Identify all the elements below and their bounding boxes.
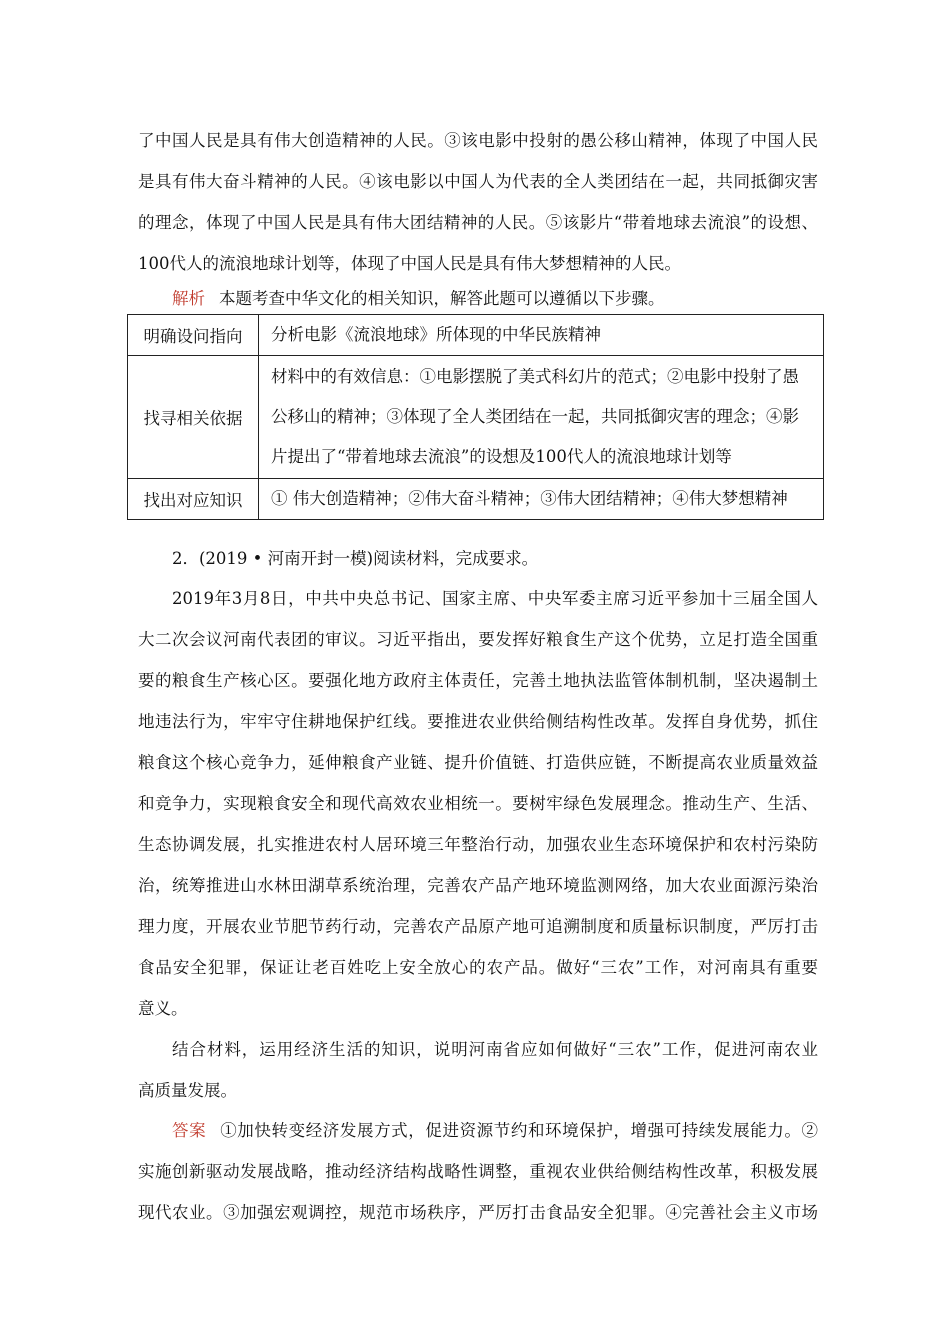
question-header: 2．(2019 • 河南开封一模)阅读材料，完成要求。 bbox=[172, 549, 539, 568]
table-key-cell: 找寻相关依据 bbox=[128, 356, 259, 479]
material-line: 粮食这个核心竞争力，延伸粮食产业链、提升价值链、打造供应链，不断提高农业质量效益 bbox=[138, 753, 818, 772]
material-line: 和竞争力，实现粮食安全和现代高效农业相统一。要树牢绿色发展理念。推动生产、生活、 bbox=[138, 794, 818, 813]
material-line: 地违法行为，牢牢守住耕地保护红线。要推进农业供给侧结构性改革。发挥自身优势，抓住 bbox=[138, 712, 818, 731]
analysis-label: 解析 bbox=[172, 289, 205, 308]
material-line: 理力度，开展农业节肥节药行动，完善农产品原产地可追溯制度和质量标识制度，严厉打击 bbox=[138, 917, 818, 936]
material-line: 要的粮食生产核心区。要强化地方政府主体责任，完善土地执法监管体制机制，坚决遏制土 bbox=[138, 671, 818, 690]
table-row bbox=[128, 315, 824, 356]
table-value-line: 分析电影《流浪地球》所体现的中华民族精神 bbox=[271, 325, 601, 344]
table-value-line: 公移山的精神；③体现了全人类团结在一起，共同抵御灾害的理念；④影 bbox=[271, 407, 799, 426]
paragraph-line: 了中国人民是具有伟大创造精神的人民。③该电影中投射的愚公移山精神，体现了中国人民 bbox=[138, 131, 818, 150]
material-line: 生态协调发展，扎实推进农村人居环境三年整治行动，加强农业生态环境保护和农村污染防 bbox=[138, 835, 818, 854]
table-value-cell bbox=[259, 356, 824, 479]
paragraph-line: 100代人的流浪地球计划等，体现了中国人民是具有伟大梦想精神的人民。 bbox=[138, 254, 681, 273]
task-line: 结合材料，运用经济生活的知识，说明河南省应如何做好“三农”工作，促进河南农业 bbox=[172, 1040, 818, 1059]
answer-label: 答案 bbox=[172, 1121, 207, 1140]
answer-line bbox=[172, 1121, 818, 1141]
paragraph-line: 的理念，体现了中国人民是具有伟大团结精神的人民。⑤该影片“带着地球去流浪”的设想、 bbox=[138, 213, 818, 232]
table-value-cell bbox=[259, 479, 824, 520]
paragraph-line: 是具有伟大奋斗精神的人民。④该电影以中国人为代表的全人类团结在一起，共同抵御灾害 bbox=[138, 172, 818, 191]
answer-line: 现代农业。③加强宏观调控，规范市场秩序，严厉打击食品安全犯罪。④完善社会主义市场 bbox=[138, 1203, 818, 1222]
table-key-cell: 明确设问指向 bbox=[128, 315, 259, 356]
analysis-table bbox=[127, 314, 824, 520]
answer-text: ①加快转变经济发展方式，促进资源节约和环境保护，增强可持续发展能力。② bbox=[220, 1121, 819, 1140]
table-value-line: 材料中的有效信息：①电影摆脱了美式科幻片的范式；②电影中投射了愚 bbox=[271, 367, 799, 386]
material-line: 2019年3月8日，中共中央总书记、国家主席、中央军委主席习近平参加十三届全国人 bbox=[172, 589, 818, 608]
task-line: 高质量发展。 bbox=[138, 1081, 237, 1100]
table-value-cell bbox=[259, 315, 824, 356]
material-line: 大二次会议河南代表团的审议。习近平指出，要发挥好粮食生产这个优势，立足打造全国重 bbox=[138, 630, 818, 649]
table-value-line: ① 伟大创造精神；②伟大奋斗精神；③伟大团结精神；④伟大梦想精神 bbox=[271, 489, 788, 508]
table-key-cell: 找出对应知识 bbox=[128, 479, 259, 520]
table-row bbox=[128, 356, 824, 479]
material-line: 治，统筹推进山水林田湖草系统治理，完善农产品产地环境监测网络，加大农业面源污染治 bbox=[138, 876, 818, 895]
material-line: 意义。 bbox=[138, 999, 188, 1018]
table-value-line: 片提出了“带着地球去流浪”的设想及100代人的流浪地球计划等 bbox=[271, 447, 732, 466]
analysis-line bbox=[172, 289, 818, 309]
table-row bbox=[128, 479, 824, 520]
answer-line: 实施创新驱动发展战略，推动经济结构战略性调整，重视农业供给侧结构性改革，积极发展 bbox=[138, 1162, 818, 1181]
material-line: 食品安全犯罪，保证让老百姓吃上安全放心的农产品。做好“三农”工作，对河南具有重要 bbox=[138, 958, 818, 977]
analysis-text: 本题考查中华文化的相关知识，解答此题可以遵循以下步骤。 bbox=[219, 289, 665, 308]
